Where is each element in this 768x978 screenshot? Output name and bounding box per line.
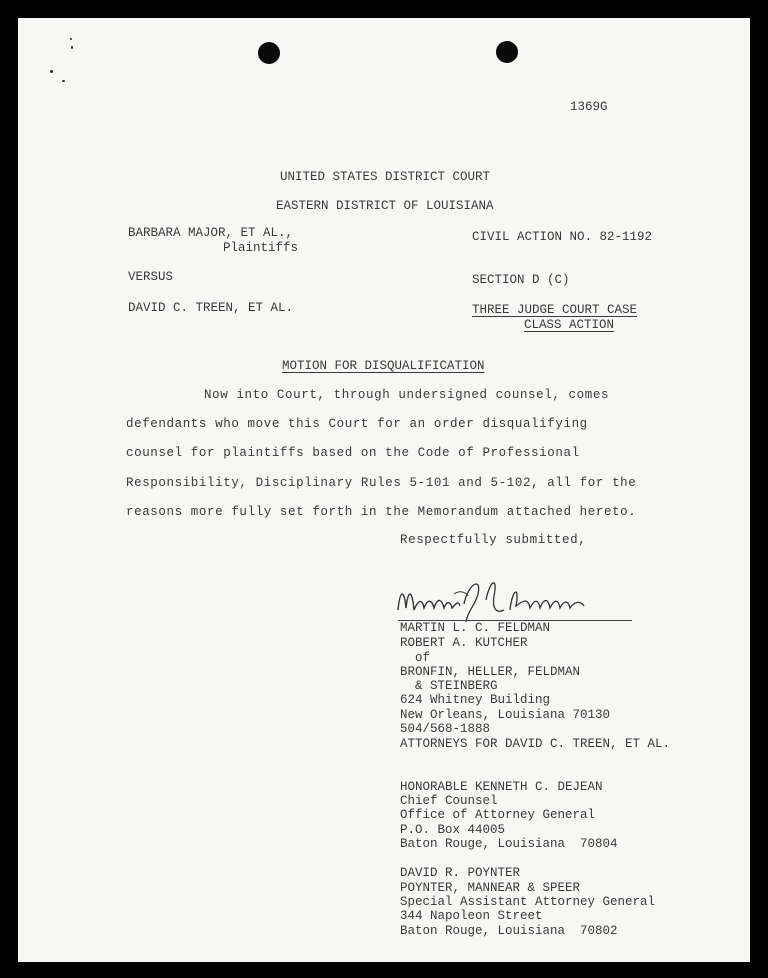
case-type-three-judge: THREE JUDGE COURT CASE	[472, 303, 638, 317]
cc-line: Chief Counsel	[400, 794, 498, 808]
document-number: 1369G	[570, 100, 608, 114]
speck-mark	[62, 80, 65, 82]
court-district: EASTERN DISTRICT OF LOUISIANA	[276, 199, 494, 213]
body-line: Now into Court, through undersigned counsel, comes	[204, 388, 610, 402]
plaintiff-name: BARBARA MAJOR, ET AL.,	[128, 226, 294, 240]
cc-line: Baton Rouge, Louisiana 70804	[400, 837, 618, 851]
attorney-line: & STEINBERG	[400, 679, 498, 693]
civil-action-number: CIVIL ACTION NO. 82-1192	[472, 230, 653, 244]
cc-line: 344 Napoleon Street	[400, 909, 543, 923]
punch-hole-right	[496, 41, 518, 63]
cc-line: POYNTER, MANNEAR & SPEER	[400, 881, 581, 895]
attorney-line: ATTORNEYS FOR DAVID C. TREEN, ET AL.	[400, 737, 671, 751]
body-line: defendants who move this Court for an order disqualifying	[126, 417, 588, 431]
case-type-class-action: CLASS ACTION	[524, 318, 615, 332]
speck-mark	[71, 46, 73, 49]
versus-label: VERSUS	[128, 270, 174, 284]
cc-line: HONORABLE KENNETH C. DEJEAN	[400, 780, 603, 794]
court-name: UNITED STATES DISTRICT COURT	[280, 170, 491, 184]
document-page	[18, 18, 750, 962]
cc-line: Office of Attorney General	[400, 808, 596, 822]
attorney-line: 504/568-1888	[400, 722, 491, 736]
attorney-line: 624 Whitney Building	[400, 693, 551, 707]
motion-title: MOTION FOR DISQUALIFICATION	[282, 359, 485, 373]
attorney-line: MARTIN L. C. FELDMAN	[400, 621, 551, 635]
attorney-line: BRONFIN, HELLER, FELDMAN	[400, 665, 581, 679]
cc-line: P.O. Box 44005	[400, 823, 506, 837]
body-line: counsel for plaintiffs based on the Code of Professional	[126, 446, 580, 460]
body-line: Responsibility, Disciplinary Rules 5-101 and 5-102, all for the	[126, 476, 637, 490]
cc-line: Baton Rouge, Louisiana 70802	[400, 924, 618, 938]
closing-text: Respectfully submitted,	[400, 533, 587, 547]
speck-mark	[50, 70, 53, 73]
cc-line: DAVID R. POYNTER	[400, 866, 521, 880]
cc-line: Special Assistant Attorney General	[400, 895, 656, 909]
punch-hole-left	[258, 42, 280, 64]
body-line: reasons more fully set forth in the Memorandum attached hereto.	[126, 505, 637, 519]
attorney-line: of	[400, 651, 431, 665]
defendant-name: DAVID C. TREEN, ET AL.	[128, 301, 294, 315]
attorney-line: ROBERT A. KUTCHER	[400, 636, 528, 650]
section-label: SECTION D (C)	[472, 273, 570, 287]
speck-mark	[70, 38, 72, 40]
plaintiff-role: Plaintiffs	[223, 241, 299, 255]
attorney-line: New Orleans, Louisiana 70130	[400, 708, 611, 722]
